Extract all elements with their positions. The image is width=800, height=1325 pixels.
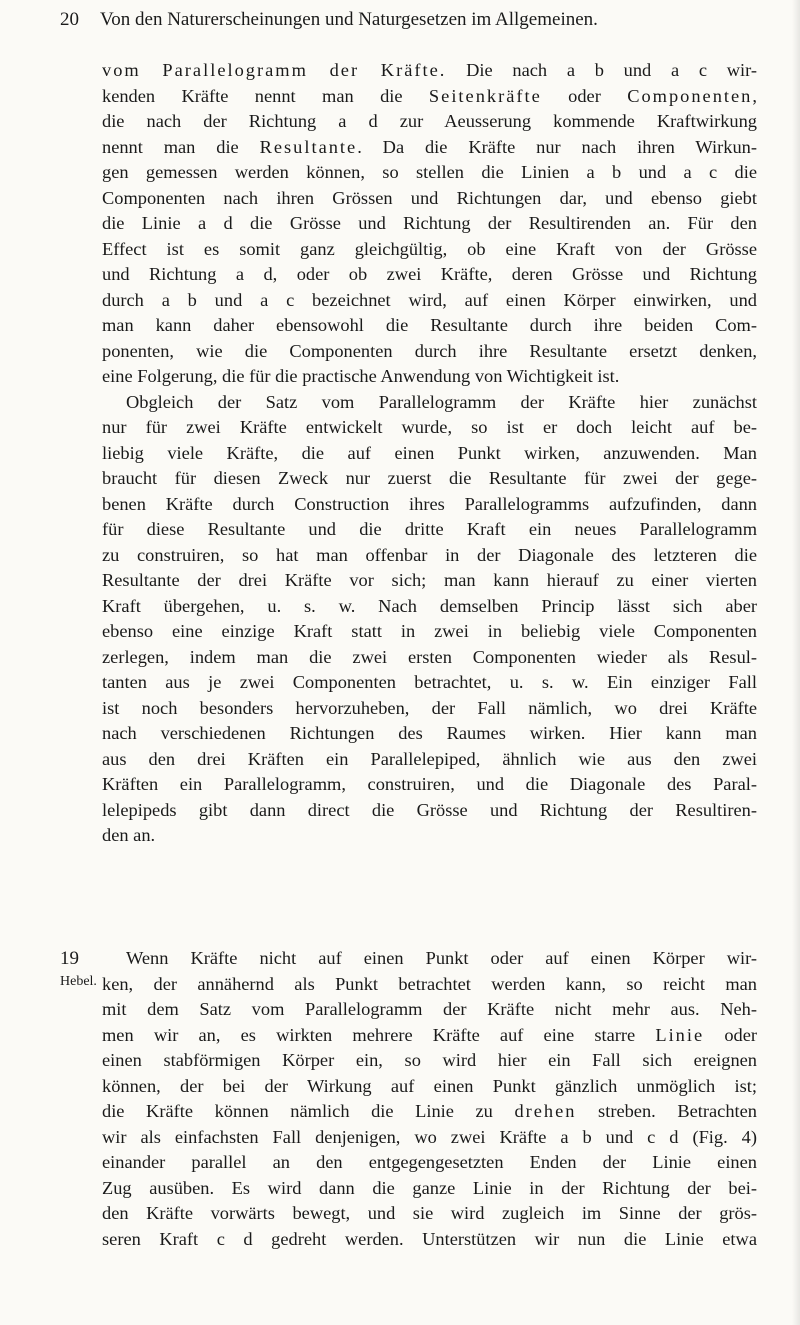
- section-hebel: [102, 946, 757, 1252]
- text-line: ebenso eine einzige Kraft statt in zwei in beliebig viele Componenten: [102, 621, 757, 641]
- text-line: braucht für diesen Zweck nur zuerst die Resultante für zwei der gege-: [102, 468, 757, 488]
- text-line: Kräften ein Parallelogramm, construiren, und die Diagonale des Paral-: [102, 774, 757, 794]
- text-line: ken, der annähernd als Punkt betrachtet werden kann, so reicht man: [102, 973, 757, 994]
- text-line: die Kräfte können nämlich die Linie zu drehen streben. Betrachten: [102, 1101, 757, 1121]
- text-line: durch a b und a c bezeichnet wird, auf einen Körper einwirken, und: [102, 289, 757, 310]
- section-number: 19: [60, 948, 79, 969]
- text-line: wir als einfachsten Fall denjenigen, wo zwei Kräfte a b und c d (Fig. 4): [102, 1126, 757, 1147]
- text-line: Resultante der drei Kräfte vor sich; man kann hierauf zu einer vierten: [102, 570, 757, 590]
- text-line: aus den drei Kräften ein Parallelepiped, ähnlich wie aus den zwei: [102, 748, 757, 769]
- page-number: 20: [60, 9, 79, 30]
- running-title: Von den Naturerscheinungen und Naturgesetzen im Allgemeinen.: [100, 9, 598, 30]
- text-line: die Linie a d die Grösse und Richtung der Resultirenden an. Für den: [102, 213, 757, 233]
- text-line: den an.: [102, 825, 156, 845]
- text-line: einen stabförmigen Körper ein, so wird hier ein Fall sich ereignen: [102, 1050, 757, 1070]
- text-line: zerlegen, indem man die zwei ersten Componenten wieder als Resul-: [102, 646, 757, 667]
- text-line: den Kräfte vorwärts bewegt, und sie wird zugleich im Sinne der grös-: [102, 1203, 757, 1223]
- text-line: tanten aus je zwei Componenten betrachtet, u. s. w. Ein einziger Fall: [102, 672, 757, 692]
- text-line: einander parallel an den entgegengesetzten Enden der Linie einen: [102, 1152, 757, 1172]
- text-line: nur für zwei Kräfte entwickelt wurde, so ist er doch leicht auf be-: [102, 417, 757, 437]
- text-line: gen gemessen werden können, so stellen die Linien a b und a c die: [102, 162, 757, 182]
- text-line: können, der bei der Wirkung auf einen Punkt gänzlich unmöglich ist;: [102, 1075, 757, 1096]
- page-edge-shadow: [792, 0, 800, 1325]
- text-line: Componenten nach ihren Grössen und Richtungen dar, und ebenso giebt: [102, 187, 757, 208]
- text-line: nennt man die Resultante. Da die Kräfte nur nach ihren Wirkun-: [102, 136, 757, 157]
- text-line: seren Kraft c d gedreht werden. Unterstützen wir nun die Linie etwa: [102, 1228, 757, 1249]
- text-line: zu construiren, so hat man offenbar in der Diagonale des letzteren die: [102, 544, 757, 565]
- text-line: vom Parallelogramm der Kräfte. Die nach a b und a c wir-: [102, 60, 757, 80]
- text-line: Zug ausüben. Es wird dann die ganze Linie in der Richtung der bei-: [102, 1177, 757, 1198]
- text-line: man kann daher ebensowohl die Resultante durch ihre beiden Com-: [102, 315, 757, 335]
- text-line: men wir an, es wirkten mehrere Kräfte auf eine starre Linie oder: [102, 1024, 757, 1045]
- section-parallelogramm: [102, 58, 757, 849]
- text-line: mit dem Satz vom Parallelogramm der Kräfte nicht mehr aus. Neh-: [102, 999, 757, 1019]
- text-line: und Richtung a d, oder ob zwei Kräfte, deren Grösse und Richtung: [102, 264, 757, 284]
- text-line: ponenten, wie die Componenten durch ihre Resultante ersetzt denken,: [102, 340, 757, 361]
- text-line: Kraft übergehen, u. s. w. Nach demselben Princip lässt sich aber: [102, 595, 757, 616]
- text-line: nach verschiedenen Richtungen des Raumes wirken. Hier kann man: [102, 723, 757, 743]
- page-header: [60, 6, 760, 34]
- text-line: benen Kräfte durch Construction ihres Parallelogramms aufzufinden, dann: [102, 493, 757, 514]
- text-line: Wenn Kräfte nicht auf einen Punkt oder auf einen Körper wir-: [126, 948, 757, 968]
- text-line: für diese Resultante und die dritte Kraft ein neues Parallelogramm: [102, 519, 757, 539]
- text-line: lelepipeds gibt dann direct die Grösse und Richtung der Resultiren-: [102, 799, 757, 820]
- text-line: Obgleich der Satz vom Parallelogramm der Kräfte hier zunächst: [126, 391, 757, 412]
- text-line: Effect ist es somit ganz gleichgültig, ob eine Kraft von der Grösse: [102, 238, 757, 259]
- text-line: liebig viele Kräfte, die auf einen Punkt wirken, anzuwenden. Man: [102, 442, 757, 463]
- text-line: eine Folgerung, die für die practische Anwendung von Wichtigkeit ist.: [102, 366, 620, 386]
- margin-label: Hebel.: [60, 974, 97, 989]
- text-line: kenden Kräfte nennt man die Seitenkräfte oder Componenten,: [102, 85, 757, 106]
- text-line: ist noch besonders hervorzuheben, der Fall nämlich, wo drei Kräfte: [102, 697, 757, 718]
- text-line: die nach der Richtung a d zur Aeusserung kommende Kraftwirkung: [102, 111, 757, 131]
